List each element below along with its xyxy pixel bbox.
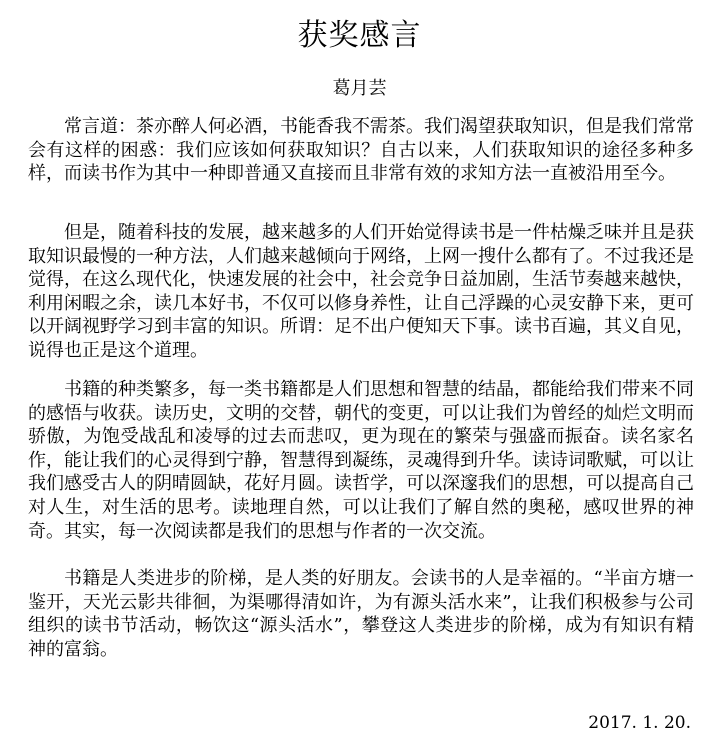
paragraph-2: 但是，随着科技的发展，越来越多的人们开始觉得读书是一件枯燥乏味并且是获取知识最慢的一种方法，人们越来越倾向于网络，上网一搜什么都有了。不过我还是觉得，在这么现代化，快速发展的社会中，社会竞争日益加剧，生活节奏越来越快，利用闲暇之余，读几本好书，不仅可以修身养性，让自己浮躁的心灵安静下来，更可以开阔视野学习到丰富的知识。所谓：足不出户便知天下事。读书百遍，其义自见，说得也正是这个道理。	[28, 222, 694, 361]
paragraph-4: 书籍是人类进步的阶梯，是人类的好朋友。会读书的人是幸福的。“半亩方塘一鉴开，天光云影共徘徊，为渠哪得清如许，为有源头活水来”，让我们积极参与公司组织的读书节活动，畅饮这“源头活水”，攀登这人类进步的阶梯，成为有知识有精神的富翁。	[28, 568, 694, 660]
author-name: 葛月芸	[332, 78, 387, 99]
paragraph-3: 书籍的种类繁多，每一类书籍都是人们思想和智慧的结晶，都能给我们带来不同的感悟与收获。读历史，文明的交替，朝代的变更，可以让我们为曾经的灿烂文明而骄傲，为饱受战乱和凌辱的过去而悲叹，更为现在的繁荣与强盛而振奋。读名家名作，能让我们的心灵得到宁静，智慧得到凝练，灵魂得到升华。读诗词歌赋，可以让我们感受古人的阴晴圆缺，花好月圆。读哲学，可以深邃我们的思想，可以提高自己对人生，对生活的思考。读地理自然，可以让我们了解自然的奥秘，感叹世界的神奇。其实，每一次阅读都是我们的思想与作者的一次交流。	[28, 379, 694, 542]
paragraph-1: 常言道：茶亦醉人何必酒，书能香我不需茶。我们渴望获取知识，但是我们常常会有这样的困惑：我们应该如何获取知识？自古以来，人们获取知识的途径多种多样，而读书作为其中一种即普通又直接而且非常有效的求知方法一直被沿用至今。	[28, 116, 694, 185]
page-title: 获奖感言	[297, 18, 422, 53]
document-date: 2017. 1. 20.	[588, 713, 691, 733]
